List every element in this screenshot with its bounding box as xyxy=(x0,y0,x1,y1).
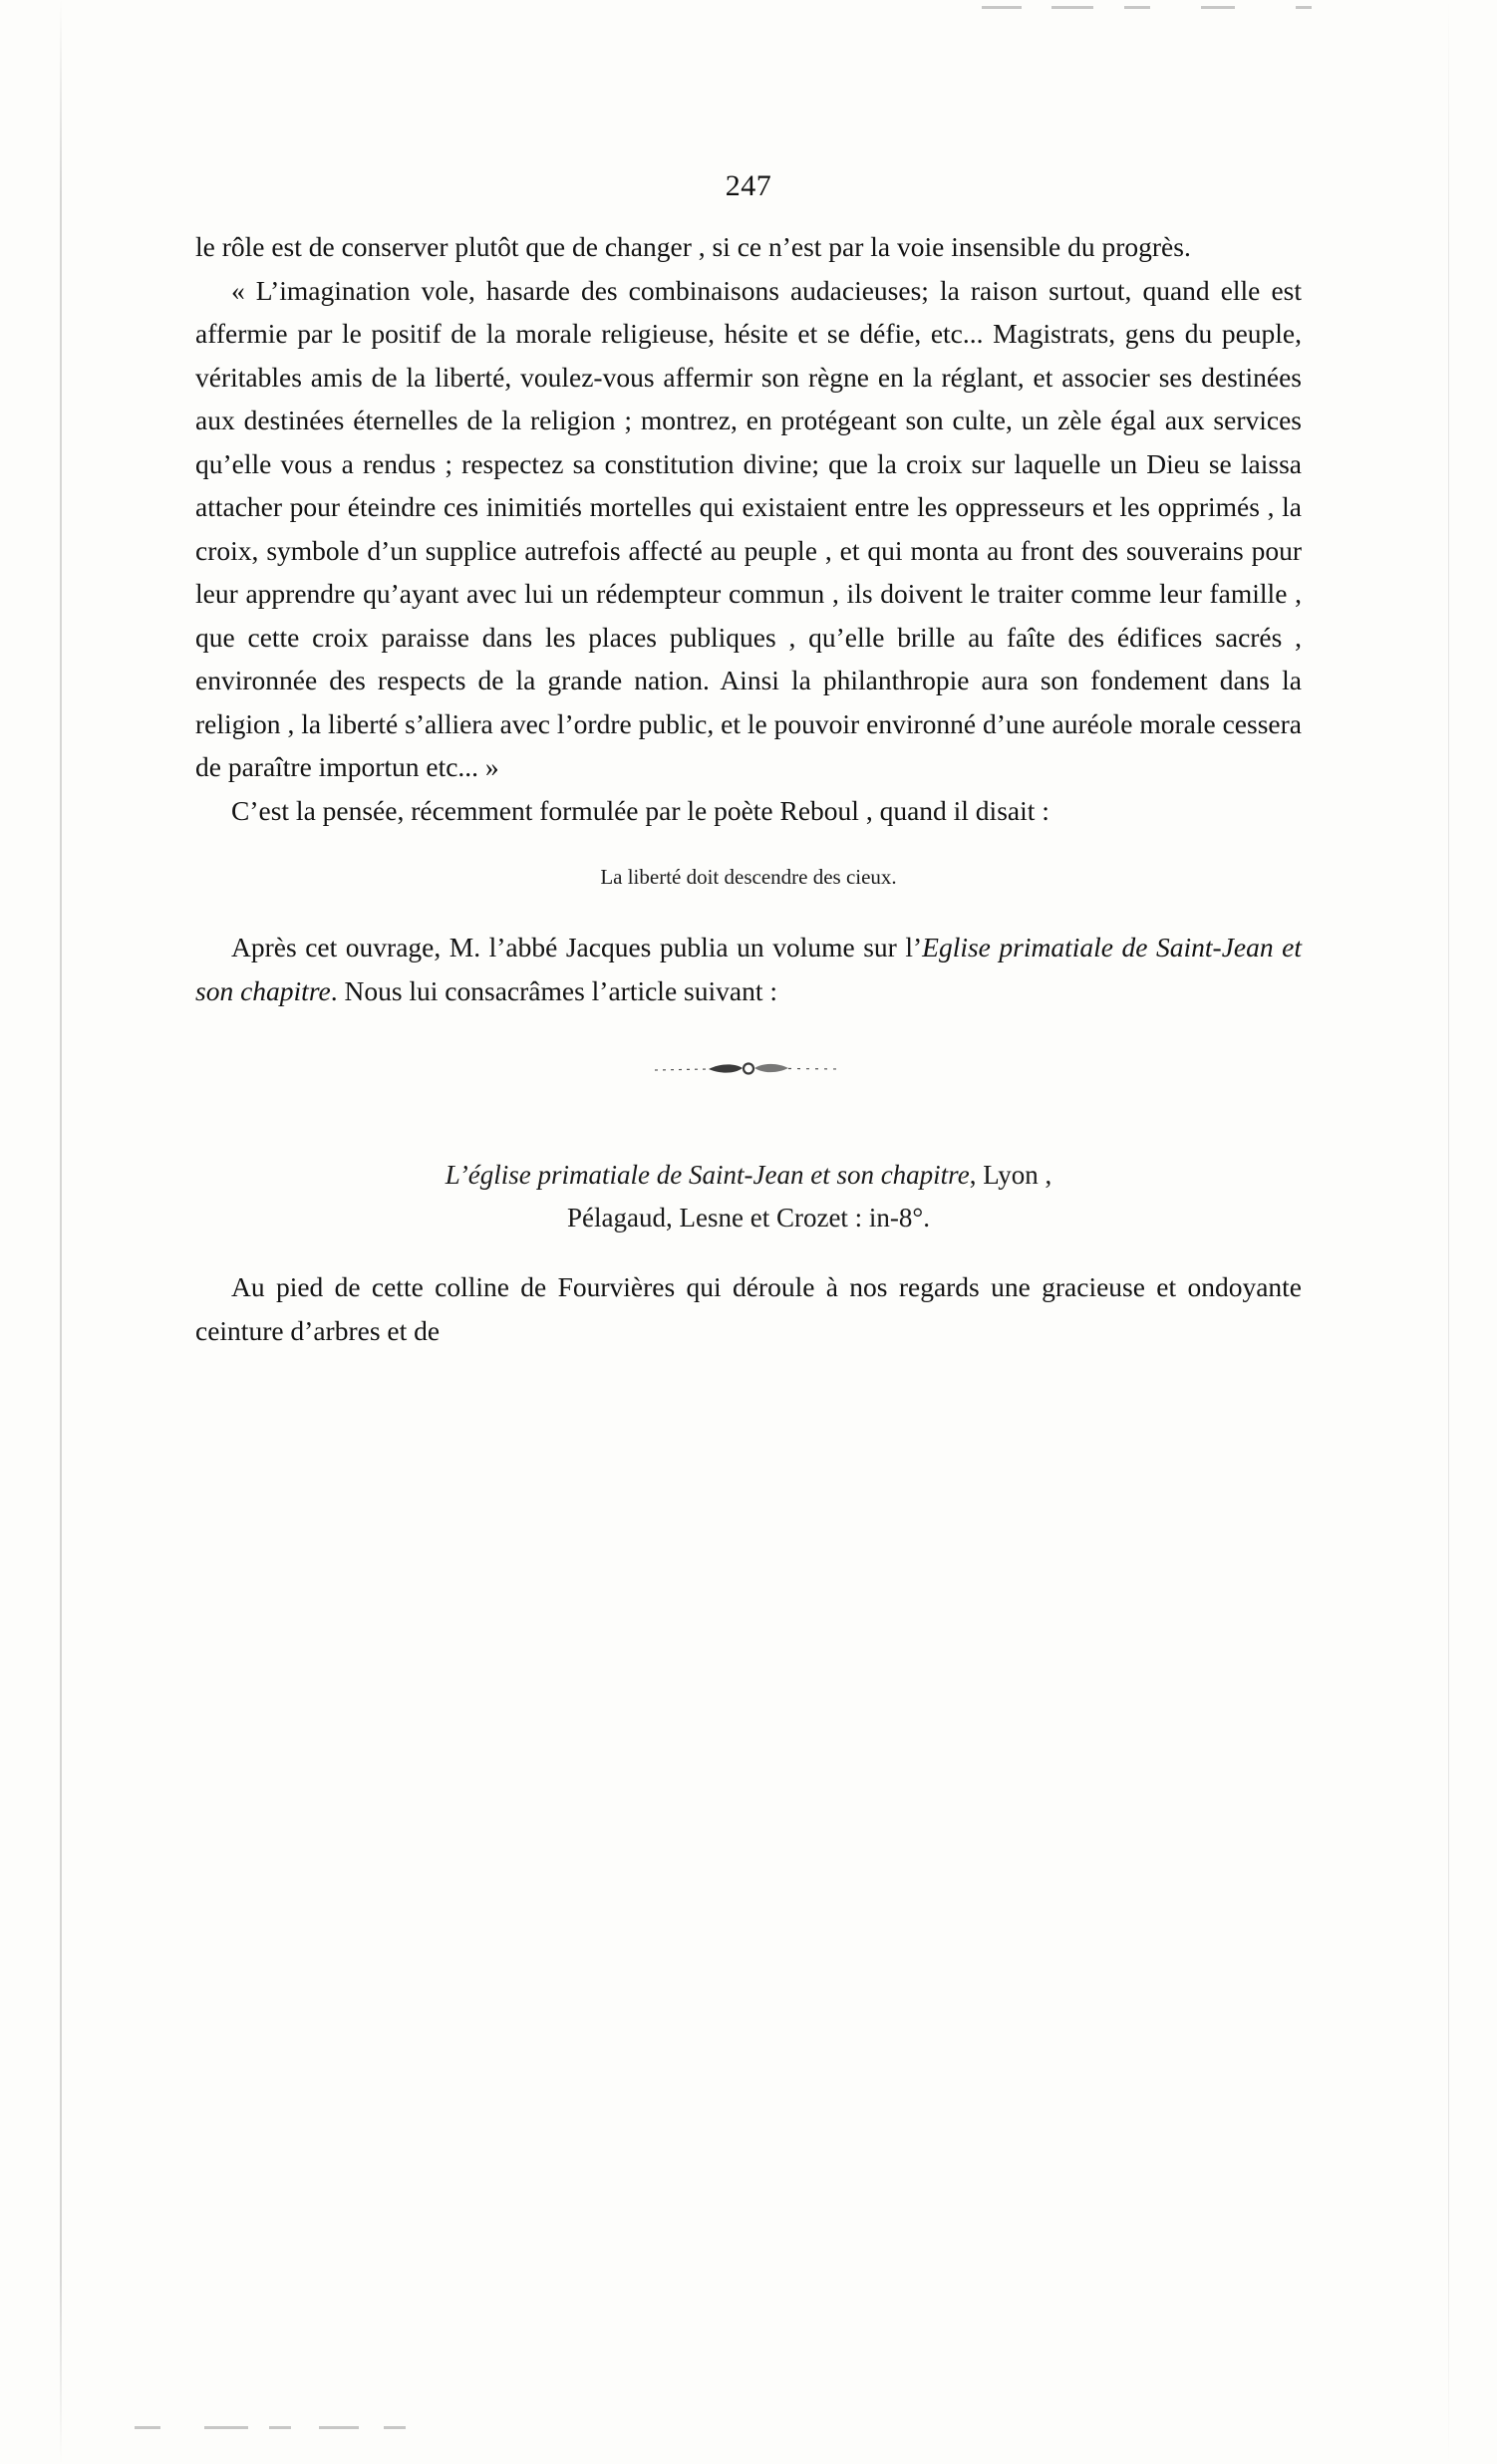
book-imprint: Pélagaud, Lesne et Crozet : in-8°. xyxy=(567,1203,930,1232)
after-verse-tail: . Nous lui consacrâmes l’article suivant : xyxy=(330,974,777,1006)
book-title-rest: , Lyon , xyxy=(969,1160,1052,1190)
book-title-italic: L’église primatiale de Saint-Jean et son chapitre xyxy=(445,1160,970,1190)
page-content xyxy=(195,0,1302,1352)
leaf-ornament-icon xyxy=(195,1058,1302,1084)
paragraph-final: Au pied de cette colline de Fourvières qui déroule à nos regards une gracieuse et ondoyante ceinture d’arbres et de xyxy=(195,1271,1302,1346)
after-verse-lead: Après cet ouvrage, M. l’abbé Jacques publia un volume sur l’ xyxy=(231,932,923,962)
page-number: 247 xyxy=(725,169,772,202)
verse-line: La liberté doit descendre des cieux. xyxy=(600,865,897,889)
paragraph-reboul-intro: C’est la pensée, récemment formulée par le poète Reboul , quand il disait : xyxy=(231,794,1049,826)
paragraph-continuation: le rôle est de conserver plutôt que de changer , si ce n’est par la voie insensible du progrès. xyxy=(195,231,1191,262)
left-margin-scan-line xyxy=(60,0,62,2464)
book-reference xyxy=(195,1154,1302,1239)
right-margin-scan-line xyxy=(1448,0,1449,2464)
paragraph-quotation: « L’imagination vole, hasarde des combinaisons audacieuses; la raison surtout, quand elle est affermie par le positif de la morale religieuse, hésite et se défie, etc... Magistrats, gens du peuple, véritables amis de la liberté, voulez-vous affermir son règne en la réglant, et associer ses destinées aux destinées éternelles de la religion ; montrez, en protégeant son culte, un zèle égal aux services qu’elle vous a rendus ; respectez sa constitution divine; que la croix sur laquelle un Dieu se laissa attacher pour éteindre ces inimitiés mortelles qui existaient entre les oppresseurs et les opprimés , la croix, symbole d’un supplice autrefois affecté au peuple , et qui monta au front des souverains pour leur apprendre qu’ayant avec lui un rédempteur commun , ils doivent le traiter comme leur famille , que cette croix paraisse dans les places publiques , qu’elle brille au faîte des édifices sacrés , environnée des respects de la grande nation. Ainsi la philanthropie aura son fondement dans la religion , la liberté s’alliera avec l’ordre public, et le pouvoir environné d’une auréole morale cessera de paraître importun etc... » xyxy=(195,274,1302,782)
paragraph-after-verse xyxy=(195,926,1302,1012)
bottom-edge-artifacts xyxy=(0,2420,1497,2440)
after-verse-italic-title: Eglise primatiale de Saint-Jean et son chapitre xyxy=(195,932,1302,1006)
